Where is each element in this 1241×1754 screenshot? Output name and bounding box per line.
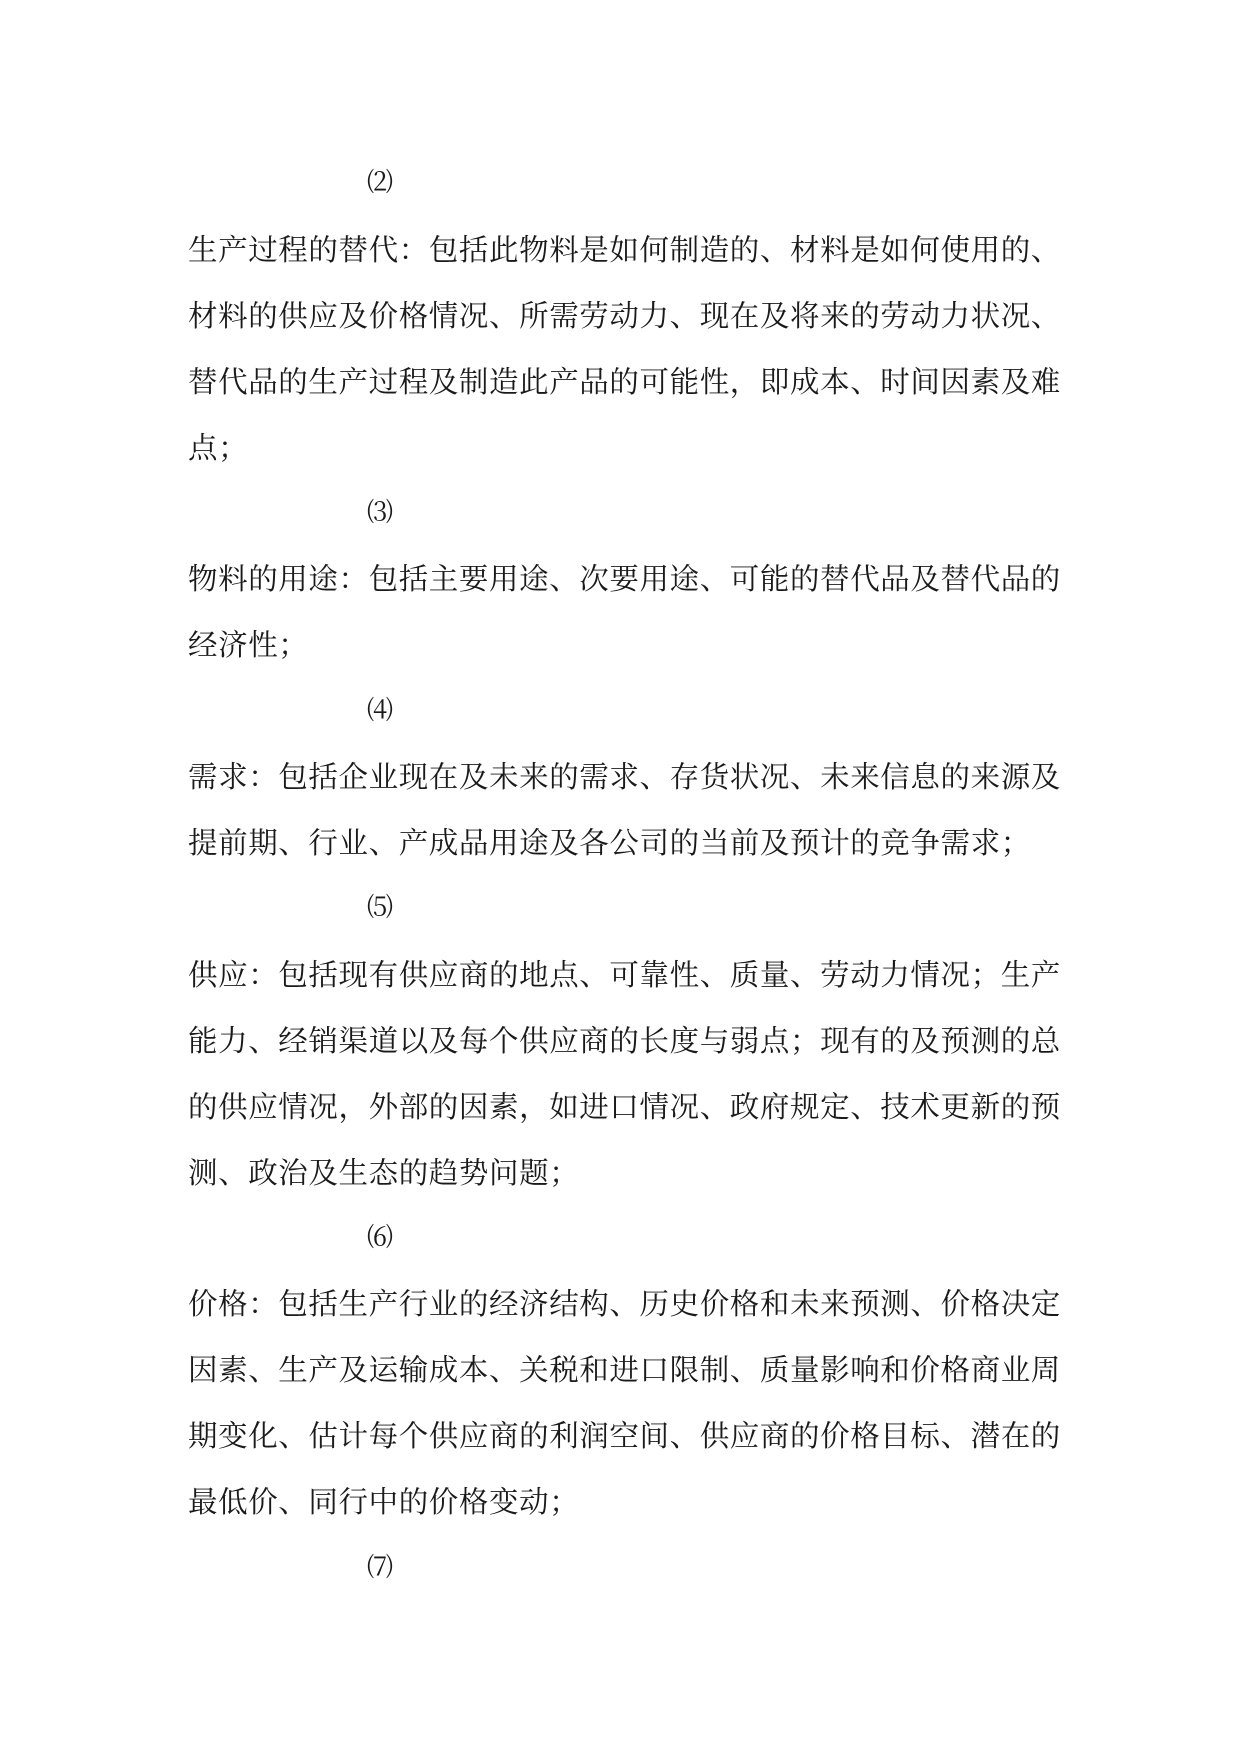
section-marker: ⑷: [367, 696, 395, 726]
section-marker: ⑺: [367, 1553, 395, 1583]
paragraph-line: 测、政治及生态的趋势问题；: [188, 1156, 580, 1190]
section-marker: ⑵: [367, 168, 395, 198]
paragraph-line: 提前期、行业、产成品用途及各公司的当前及预计的竞争需求；: [188, 826, 1031, 860]
paragraph-line: 点；: [188, 431, 249, 465]
paragraph-line: 期变化、估计每个供应商的利润空间、供应商的价格目标、潜在的: [188, 1419, 1061, 1453]
paragraph-line: 最低价、同行中的价格变动；: [188, 1485, 580, 1519]
paragraph-line: 经济性；: [188, 628, 309, 662]
paragraph-line: 价格：包括生产行业的经济结构、历史价格和未来预测、价格决定: [188, 1287, 1061, 1321]
paragraph-line: 能力、经销渠道以及每个供应商的长度与弱点；现有的及预测的总: [188, 1024, 1061, 1058]
paragraph-line: 替代品的生产过程及制造此产品的可能性，即成本、时间因素及难: [188, 365, 1061, 399]
paragraph-line: 需求：包括企业现在及未来的需求、存货状况、未来信息的来源及: [188, 760, 1061, 794]
paragraph-line: 材料的供应及价格情况、所需劳动力、现在及将来的劳动力状况、: [188, 299, 1061, 333]
section-marker: ⑹: [367, 1223, 395, 1253]
paragraph-line: 的供应情况，外部的因素，如进口情况、政府规定、技术更新的预: [188, 1090, 1061, 1124]
paragraph-line: 供应：包括现有供应商的地点、可靠性、质量、劳动力情况；生产: [188, 958, 1061, 992]
section-marker: ⑶: [367, 498, 395, 528]
paragraph-line: 因素、生产及运输成本、关税和进口限制、质量影响和价格商业周: [188, 1353, 1061, 1387]
paragraph-line: 生产过程的替代：包括此物料是如何制造的、材料是如何使用的、: [188, 233, 1061, 267]
paragraph-line: 物料的用途：包括主要用途、次要用途、可能的替代品及替代品的: [188, 562, 1061, 596]
section-marker: ⑸: [367, 893, 395, 923]
